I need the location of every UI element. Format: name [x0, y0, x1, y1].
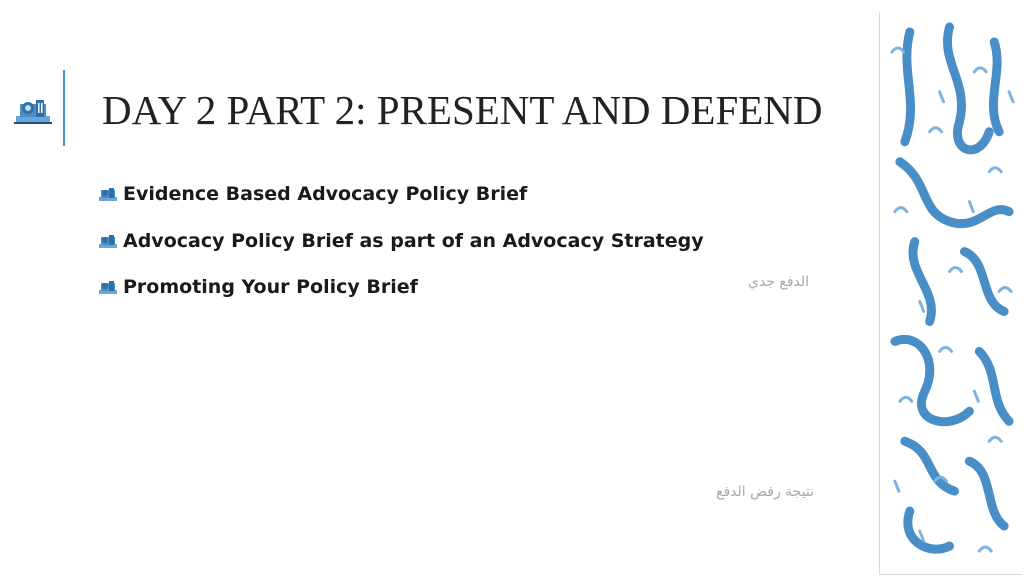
building-bullet-icon [98, 279, 118, 295]
slide-title: DAY 2 PART 2: PRESENT AND DEFEND [102, 87, 823, 133]
bullet-item [98, 271, 704, 303]
calligraphy-panel [879, 12, 1022, 575]
building-bullet-icon [98, 186, 118, 202]
bullet-text: Promoting Your Policy Brief [123, 276, 418, 298]
bullet-text: Advocacy Policy Brief as part of an Advocacy Strategy [123, 229, 704, 252]
title-accent-rule [63, 70, 65, 146]
arabic-note: نتيجة رفض الدفع [716, 484, 815, 500]
arabic-note: الدفع جدي [748, 274, 810, 290]
arabic-calligraphy-icon [880, 12, 1022, 574]
bullet-list [98, 178, 704, 318]
university-building-icon [14, 94, 52, 126]
bullet-item [98, 178, 704, 210]
building-bullet-icon [98, 233, 118, 249]
bullet-text: Evidence Based Advocacy Policy Brief [123, 183, 528, 205]
bullet-item [98, 225, 704, 257]
